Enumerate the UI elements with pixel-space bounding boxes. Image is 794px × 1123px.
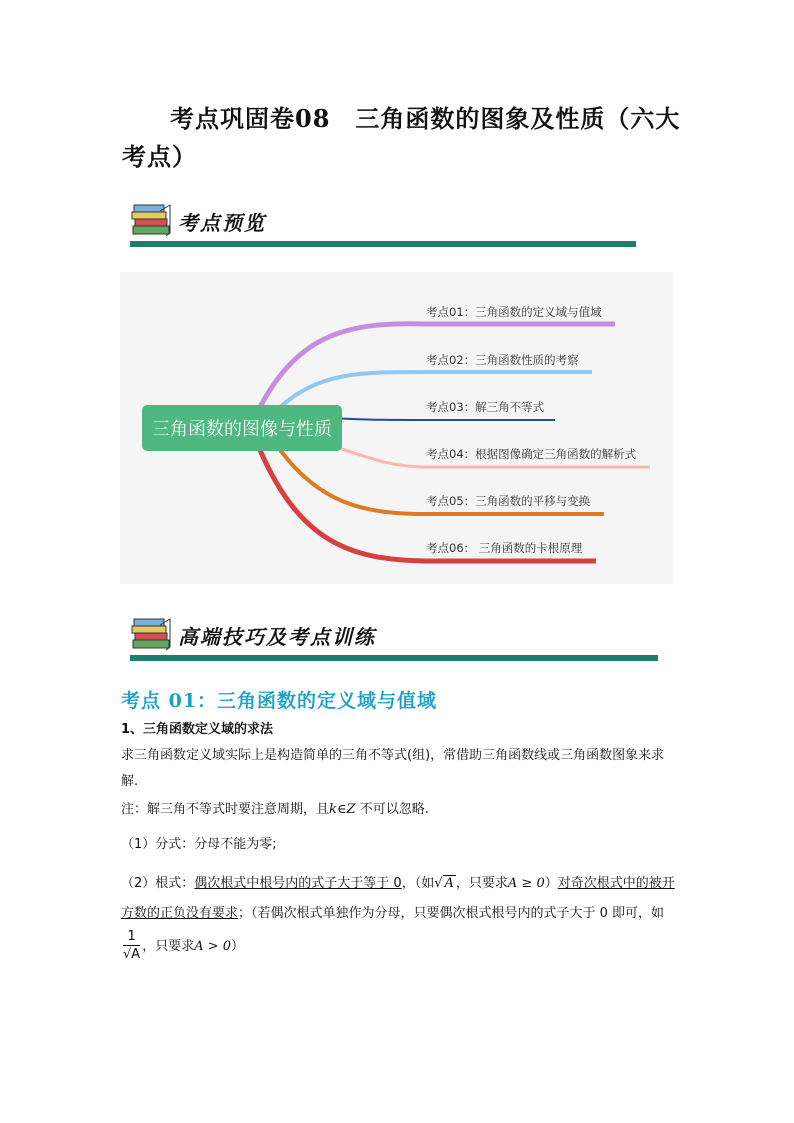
mind-map-center-node: 三角函数的图像与性质 — [142, 405, 342, 451]
text: ） — [544, 876, 558, 891]
mind-map-branch-label: 考点04：根据图像确定三角函数的解析式 — [426, 447, 637, 461]
section-header-training — [130, 617, 658, 661]
radicand: A — [131, 947, 141, 962]
text: ，只要求 — [455, 876, 508, 891]
note-paragraph — [121, 797, 681, 823]
text: ，（如 — [401, 876, 435, 891]
branch-line-3 — [320, 417, 555, 420]
section-header-preview — [130, 203, 636, 247]
topic-heading: 考点 01：三角函数的定义域与值域 — [121, 690, 438, 712]
mind-map — [120, 272, 673, 584]
list-item — [121, 869, 681, 964]
sqrt-expression: √ A — [434, 876, 454, 891]
page-title: 考点巩固卷08 三角函数的图象及性质（六大考点） — [122, 104, 681, 171]
text: （2）根式： — [121, 876, 195, 891]
fraction-numerator: 1 — [123, 929, 140, 946]
mind-map-branch-label: 考点03：解三角不等式 — [426, 400, 545, 414]
section-divider — [130, 655, 658, 661]
math-expression: A > 0 — [194, 939, 232, 954]
underlined-text: 对奇次根式中的被开方数的正负没有要求 — [121, 876, 675, 921]
mind-map-branch-label: 考点06： 三角函数的卡根原理 — [426, 541, 583, 555]
books-icon — [130, 203, 172, 239]
mind-map-branch-label: 考点01：三角函数的定义域与值域 — [426, 305, 602, 319]
subheading: 1、三角函数定义域的求法 — [121, 722, 274, 737]
text: ；（若偶次根式单独作为分母，只要偶次根式根号内的式子大于 0 即可，如 — [238, 906, 665, 921]
books-icon — [130, 617, 172, 653]
text: ，只要求 — [142, 939, 195, 954]
math-expression: k∈Z — [329, 802, 356, 817]
math-expression: A ≥ 0 — [507, 876, 545, 891]
section-label: 高端技巧及考点训练 — [178, 625, 376, 649]
fraction — [123, 929, 140, 964]
paragraph: 求三角函数定义域实际上是构造简单的三角不等式(组)，常借助三角函数线或三角函数图象来求解. — [121, 748, 665, 789]
mind-map-branch-label: 考点05：三角函数的平移与变换 — [426, 494, 591, 508]
mind-map-branch-label: 考点02：三角函数性质的考察 — [426, 353, 579, 367]
text: ） — [231, 939, 245, 954]
note-text: 不可以忽略. — [355, 802, 429, 817]
section-divider — [130, 241, 636, 247]
fraction-denominator: √A — [123, 947, 141, 962]
section-label: 考点预览 — [178, 211, 266, 235]
radicand: A — [444, 876, 454, 891]
underlined-text: 偶次根式中根号内的式子大于等于 0 — [194, 876, 402, 891]
note-text: 注：解三角不等式时要注意周期，且 — [121, 802, 330, 817]
list-item: （1）分式：分母不能为零; — [121, 837, 277, 852]
